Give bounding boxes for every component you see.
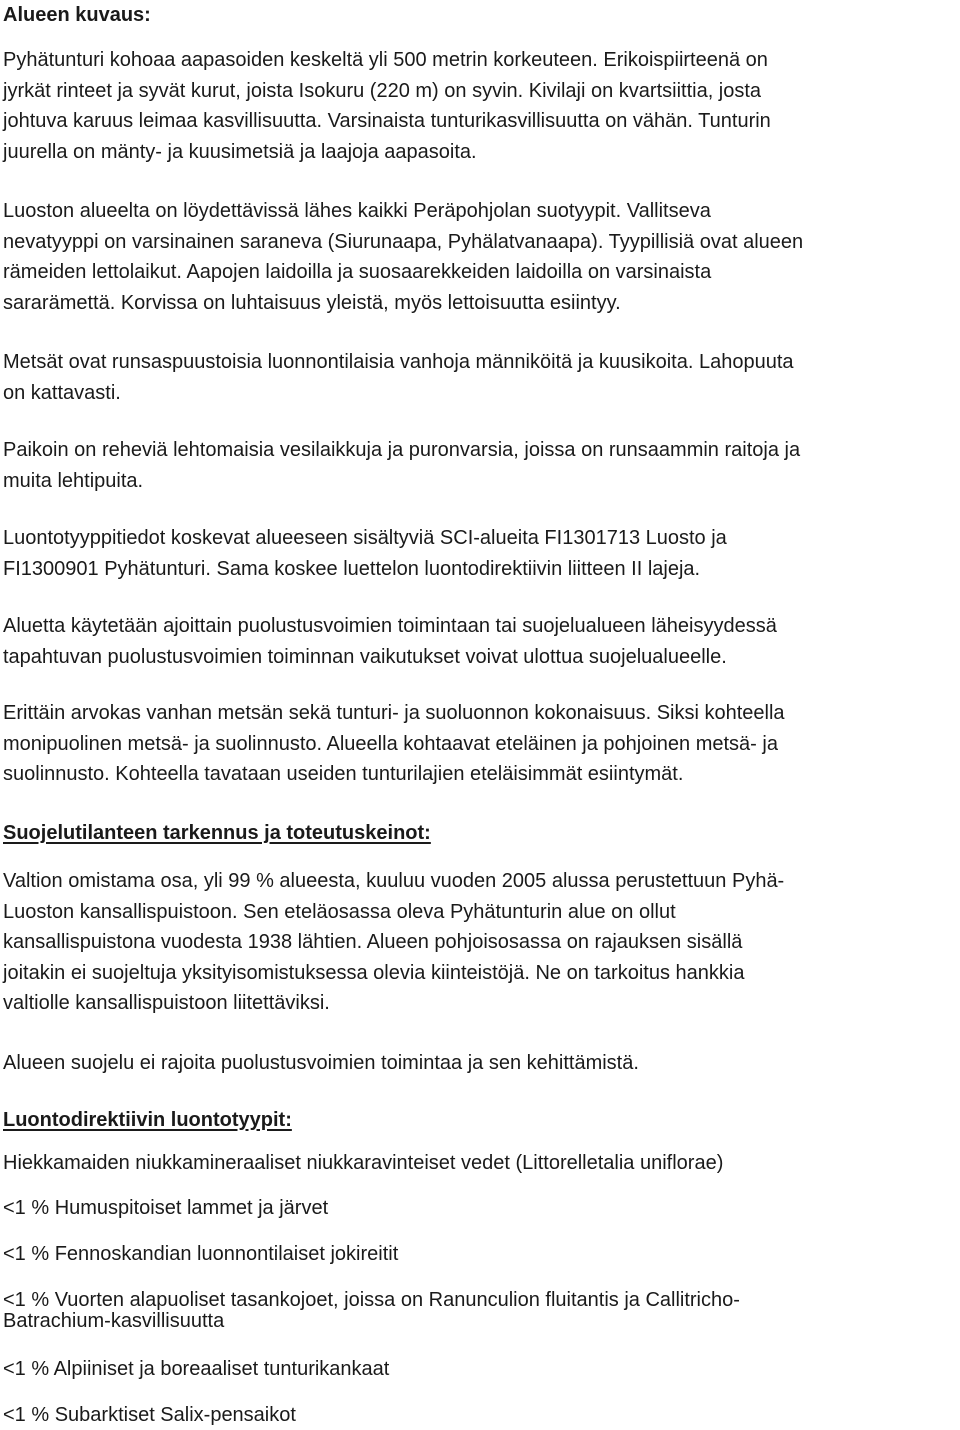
text-line: jyrkät rinteet ja syvät kurut, joista Isokuru (220 m) on syvin. Kivilaji on kvartsiittia, josta <box>3 79 762 102</box>
section-heading-conservation: Suojelutilanteen tarkennus ja toteutuskeinot: <box>3 822 431 844</box>
habitat-list-item <box>3 1198 328 1219</box>
habitat-list-item <box>3 1244 398 1265</box>
text-line: tapahtuvan puolustusvoimien toiminnan vaikutukset voivat ulottua suojelualueelle. <box>3 645 727 668</box>
text-line: Valtion omistama osa, yli 99 % alueesta, kuuluu vuoden 2005 alussa perustettuun Pyhä- <box>3 870 785 892</box>
text-line: <1 % Subarktiset Salix-pensaikot <box>3 1404 296 1426</box>
paragraph-6 <box>3 611 777 672</box>
text-line: valtiolle kansallispuistoon liitettäviksi. <box>3 992 330 1014</box>
text-line: Pyhätunturi kohoaa aapasoiden keskeltä yli 500 metrin korkeuteen. Erikoispiirteenä on <box>3 49 768 71</box>
text-line: Paikoin on reheviä lehtomaisia vesilaikkuja ja puronvarsia, joissa on runsaammin raitoja ja <box>3 439 801 461</box>
text-line: sararämettä. Korvissa on luhtaisuus yleistä, myös lettoisuutta esiintyy. <box>3 291 621 314</box>
text-line: <1 % Fennoskandian luonnontilaiset jokireitit <box>3 1243 399 1265</box>
text-line: Metsät ovat runsaspuustoisia luonnontilaisia vanhoja männiköitä ja kuusikoita. Lahopuuta <box>3 351 794 373</box>
text-line: nevatyyppi on varsinainen saraneva (Siurunaapa, Pyhälatvanaapa). Tyypillisiä ovat alueen <box>3 230 804 253</box>
paragraph-9 <box>3 1048 639 1079</box>
section-heading-area-description: Alueen kuvaus: <box>3 4 151 26</box>
text-line: Aluetta käytetään ajoittain puolustusvoimien toimintaan tai suojelualueen läheisyydessä <box>3 615 777 637</box>
text-line: <1 % Humuspitoiset lammet ja järvet <box>3 1197 329 1219</box>
habitat-list-item <box>3 1405 296 1426</box>
text-line: Alueen suojelu ei rajoita puolustusvoimien toimintaa ja sen kehittämistä. <box>3 1052 639 1074</box>
text-line: Erittäin arvokas vanhan metsän sekä tunturi- ja suoluonnon kokonaisuus. Siksi kohteella <box>3 702 785 724</box>
text-line: joitakin ei suojeltuja yksityisomistuksessa olevia kiinteistöjä. Ne on tarkoitus hankkia <box>3 961 745 984</box>
text-line: juurella on mänty- ja kuusimetsiä ja laajoja aapasoita. <box>3 140 477 163</box>
text-line: johtuva karuus leimaa kasvillisuutta. Varsinaista tunturikasvillisuutta on vähän. Tunturin <box>3 110 771 132</box>
text-line: FI1300901 Pyhätunturi. Sama koskee luettelon luontodirektiivin liitteen II lajeja. <box>3 557 701 580</box>
paragraph-2 <box>3 196 803 318</box>
paragraph-4 <box>3 435 800 496</box>
text-line: <1 % Vuorten alapuoliset tasankojoet, joissa on Ranunculion fluitantis ja Callitricho- <box>3 1289 740 1311</box>
text-line: Luoston alueelta on löydettävissä lähes kaikki Peräpohjolan suotyypit. Vallitseva <box>3 200 711 222</box>
text-line: Batrachium-kasvillisuutta <box>3 1310 225 1332</box>
text-line: on kattavasti. <box>3 381 121 404</box>
text-line: muita lehtipuita. <box>3 469 144 492</box>
paragraph-7 <box>3 698 785 790</box>
text-line: kansallispuistona vuodesta 1938 lähtien. Alueen pohjoisosassa on rajauksen sisällä <box>3 931 743 953</box>
paragraph-3 <box>3 347 794 408</box>
text-line: monipuolinen metsä- ja suolinnusto. Alueella kohtaavat eteläinen ja pohjoinen metsä- ja <box>3 732 778 755</box>
habitat-list-item <box>3 1290 740 1332</box>
habitat-list-item <box>3 1359 389 1380</box>
habitat-list-item <box>3 1153 723 1174</box>
text-line: Luontotyyppitiedot koskevat alueeseen sisältyviä SCI-alueita FI1301713 Luosto ja <box>3 527 727 549</box>
text-line: suolinnusto. Kohteella tavataan useiden tunturilajien eteläisimmät esiintymät. <box>3 763 684 785</box>
text-line: Luoston kansallispuistoon. Sen eteläosassa oleva Pyhätunturin alue on ollut <box>3 900 676 923</box>
paragraph-5 <box>3 523 727 584</box>
paragraph-1 <box>3 45 771 167</box>
paragraph-8 <box>3 866 784 1019</box>
section-heading-habitat-types: Luontodirektiivin luontotyypit: <box>3 1109 292 1131</box>
text-line: Hiekkamaiden niukkamineraaliset niukkaravinteiset vedet (Littorelletalia uniflorae) <box>3 1152 724 1174</box>
text-line: rämeiden lettolaikut. Aapojen laidoilla ja suosaarekkeiden laidoilla on varsinaista <box>3 261 712 283</box>
text-line: <1 % Alpiiniset ja boreaaliset tunturikankaat <box>3 1358 390 1380</box>
